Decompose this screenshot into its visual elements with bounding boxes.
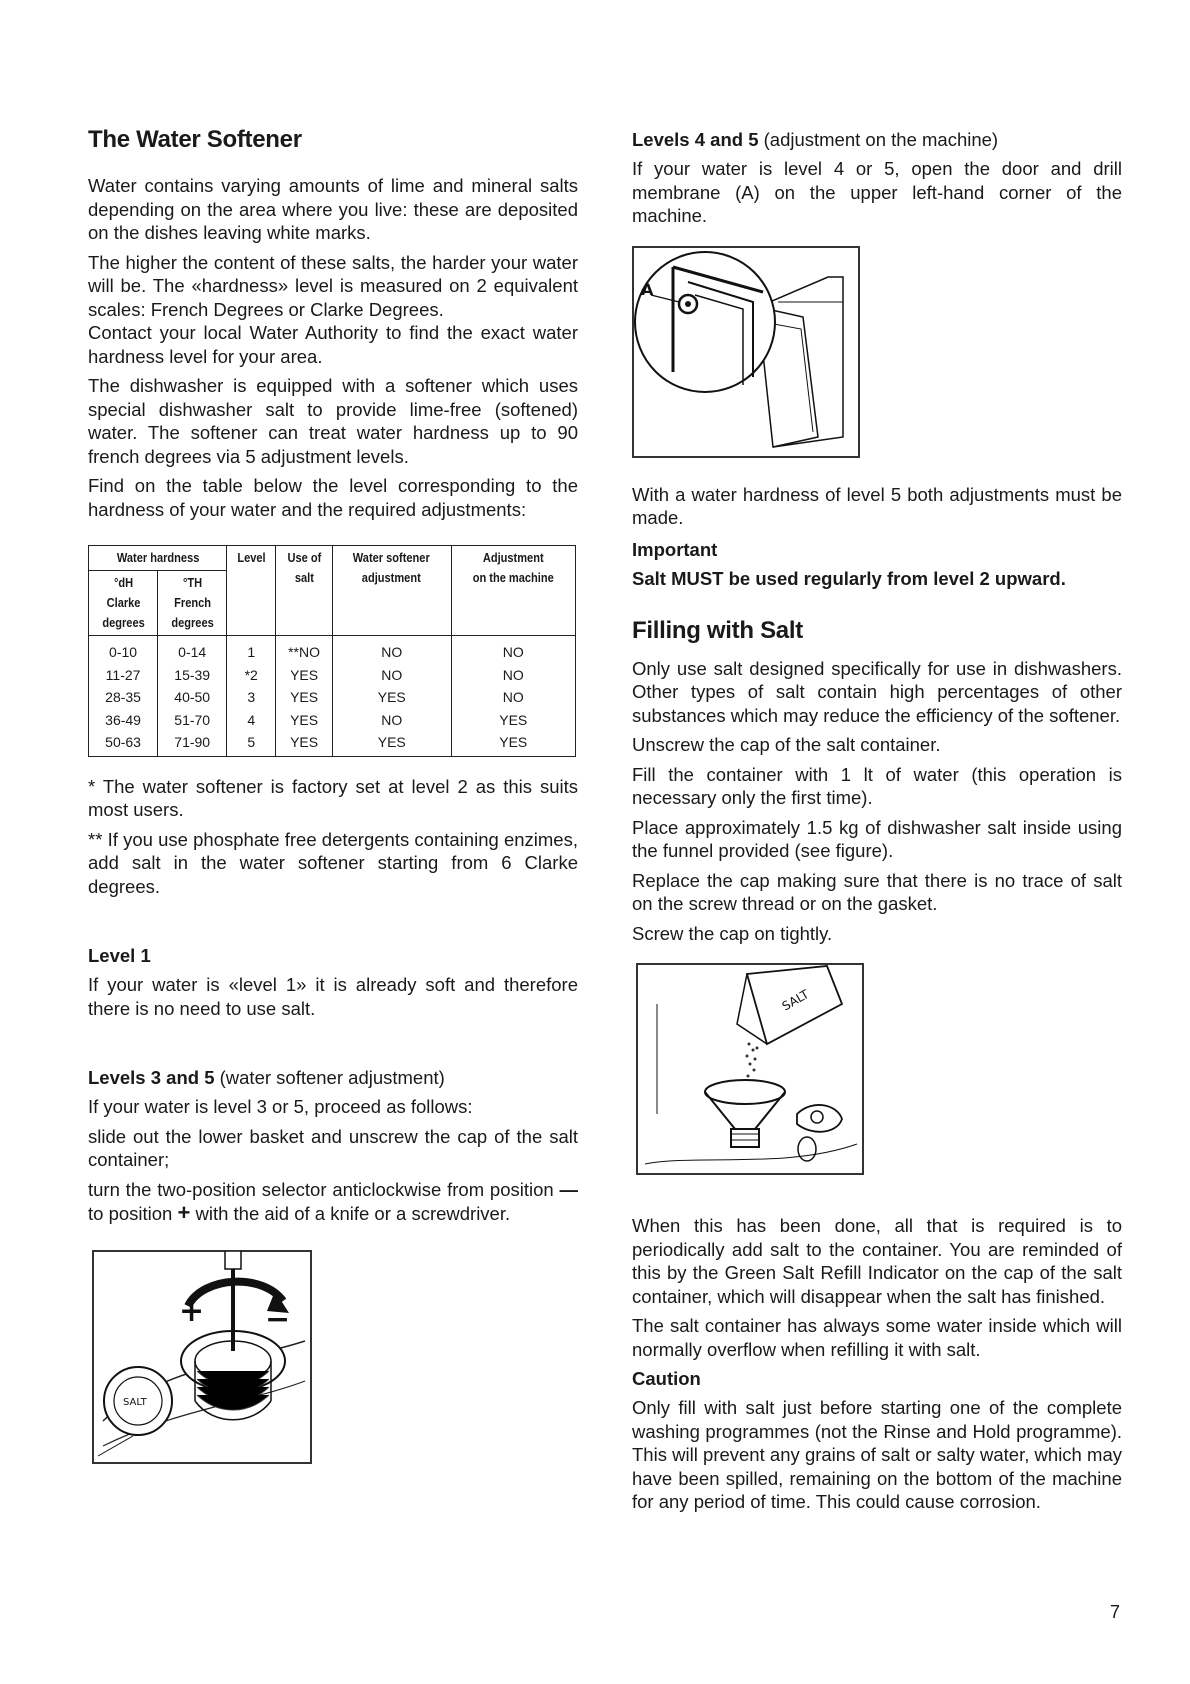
both-adjustments-paragraph: With a water hardness of level 5 both adjustments must be made.	[632, 483, 1122, 528]
table-cell: 0-10	[109, 644, 138, 660]
salt-paragraph-2: Unscrew the cap of the salt container.	[632, 734, 941, 755]
level1-heading: Level 1	[88, 945, 151, 966]
table-cell: 3	[247, 689, 256, 705]
levels35-heading	[88, 1066, 578, 1090]
table-cell: 5	[247, 734, 256, 750]
levels35-paragraph-2: slide out the lower basket and unscrew the cap of the salt container;	[88, 1125, 578, 1170]
table-cell: 28-35	[105, 689, 141, 705]
levels45-paragraph: If your water is level 4 or 5, open the door and drill membrane (A) on the upper left-hand corner of the machine.	[632, 158, 1122, 226]
hardness-paragraph: The higher the content of these salts, the harder your water will be. The «hardness» level is measured on 2 equivalent scales: French Degrees or Clarke Degrees.	[88, 251, 578, 320]
caution-heading: Caution	[632, 1368, 701, 1389]
header-line: degrees	[170, 615, 214, 630]
right-column	[632, 128, 1122, 1520]
header-line: °dH	[113, 575, 133, 590]
table-cell: 11-27	[105, 666, 141, 683]
softener-paragraph: The dishwasher is equipped with a softener which uses special dishwasher salt to provide lime-free (softened) water. The softener can treat water hardness up to 90 french degrees via 5 adjustment levels.	[88, 375, 578, 467]
table-cell: YES	[499, 711, 528, 728]
header-line: degrees	[101, 615, 145, 630]
table-header-french	[163, 571, 222, 636]
levels35-paragraph-1: If your water is level 3 or 5, proceed as follows:	[88, 1096, 473, 1117]
filling-salt-title: Filling with Salt	[632, 616, 803, 644]
levels45-heading-bold: Levels 4 and 5	[632, 129, 759, 150]
table-cell: **NO	[288, 644, 321, 660]
text-run: with the aid of a knife or a screwdriver.	[195, 1203, 511, 1224]
header-line: on the machine	[472, 570, 554, 585]
table-cell: NO	[381, 644, 403, 660]
table-cell: 36-49	[105, 711, 141, 728]
table-cell: YES	[377, 689, 406, 705]
salt-paragraph-6: Screw the cap on tightly.	[632, 922, 833, 944]
table-intro-paragraph: Find on the table below the level corresponding to the hardness of your water and the required adjustments:	[88, 475, 578, 520]
footnote-2: ** If you use phosphate free detergents containing enzimes, add salt in the water softener starting from 6 Clarke degrees.	[88, 828, 578, 897]
french-values	[158, 636, 227, 757]
machine-adjustment-values	[451, 636, 575, 757]
table-cell: NO	[502, 666, 524, 683]
header-line: Clarke	[106, 595, 140, 610]
salt-package-label: SALT	[779, 987, 812, 1014]
minus-symbol: —	[559, 1178, 578, 1200]
salt-paragraph-8: The salt container has always some water inside which will normally overflow when refilling it with salt.	[632, 1315, 1122, 1360]
table-cell: 50-63	[105, 734, 141, 750]
plus-symbol: +	[177, 1200, 191, 1225]
table-cell: YES	[290, 734, 319, 750]
page-title: The Water Softener	[88, 126, 302, 153]
level1-paragraph: If your water is «level 1» it is already soft and therefore there is no need to use salt.	[88, 974, 578, 1019]
left-column	[88, 126, 578, 1469]
table-header-clarke	[94, 571, 153, 636]
text-run: turn the two-position selector anticlockwise from position	[88, 1178, 554, 1200]
table-header-adjustment	[460, 546, 566, 636]
softener-adjustment-values	[332, 636, 451, 757]
header-line: Use of	[287, 550, 321, 565]
levels35-heading-rest: (water softener adjustment)	[214, 1067, 445, 1088]
table-cell: 40-50	[174, 689, 211, 705]
table-cell: 71-90	[174, 734, 211, 750]
levels35-heading-bold: Levels 3 and 5	[88, 1067, 215, 1088]
contact-paragraph: Contact your local Water Authority to find the exact water hardness level for your area.	[88, 322, 578, 367]
levels35-paragraph-3	[88, 1178, 578, 1226]
svg-text:+: +	[179, 1293, 205, 1329]
salt-funnel-illustration	[636, 963, 864, 1175]
header-line: °TH	[182, 575, 202, 590]
svg-text:SALT: SALT	[123, 1396, 147, 1408]
table-header-water-softener	[341, 546, 442, 636]
header-line: adjustment	[362, 570, 422, 585]
levels45-heading	[632, 128, 1122, 152]
salt-paragraph-3: Fill the container with 1 lt of water (this operation is necessary only the first time).	[632, 763, 1122, 808]
clarke-values	[89, 636, 158, 757]
table-header-water-hardness: Water hardness	[99, 546, 217, 571]
level-values	[227, 636, 276, 757]
salt-paragraph-4: Place approximately 1.5 kg of dishwasher salt inside using the funnel provided (see figure).	[632, 816, 1122, 861]
table-cell: *2	[244, 666, 258, 683]
caution-paragraph: Only fill with salt just before starting one of the complete washing programmes (not the Rinse and Hold programme). This will prevent any grains of salt or salty water, which may have been spilled, remaining on the bottom of the machine for any period of time. This could cause corrosion.	[632, 1397, 1122, 1512]
table-cell: YES	[290, 666, 319, 683]
header-line: French	[173, 595, 211, 610]
table-cell: YES	[290, 711, 319, 728]
table-cell: NO	[502, 689, 524, 705]
table-cell: NO	[381, 711, 403, 728]
table-cell: 15-39	[174, 666, 211, 683]
table-cell: 4	[247, 711, 256, 728]
important-text: Salt MUST be used regularly from level 2 upward.	[632, 567, 1066, 589]
footnote-1: * The water softener is factory set at level 2 as this suits most users.	[88, 775, 578, 820]
intro-paragraph: Water contains varying amounts of lime and mineral salts depending on the area where you live: these are deposited on the dishes leaving white marks.	[88, 175, 578, 243]
table-cell: NO	[381, 666, 403, 683]
svg-text:−: −	[265, 1301, 291, 1337]
table-cell: NO	[502, 644, 524, 660]
table-cell: YES	[290, 689, 319, 705]
table-cell: YES	[499, 734, 528, 750]
header-line: Water softener	[353, 550, 431, 565]
membrane-illustration	[632, 246, 860, 458]
use-of-salt-values	[276, 636, 333, 757]
table-header-use-of-salt	[280, 546, 328, 636]
important-heading: Important	[632, 538, 718, 560]
salt-paragraph-1: Only use salt designed specifically for use in dishwashers. Other types of salt contain high percentages of other substances which may reduce the efficiency of the softener.	[632, 657, 1122, 726]
table-cell: YES	[377, 734, 406, 750]
table-cell: 0-14	[178, 644, 207, 660]
salt-paragraph-5: Replace the cap making sure that there is no trace of salt on the screw thread or on the gasket.	[632, 869, 1122, 914]
table-cell: 1	[247, 644, 256, 660]
label-a: A	[641, 279, 654, 299]
hardness-table	[88, 545, 576, 757]
page-number: 7	[1110, 1602, 1121, 1622]
selector-illustration	[92, 1250, 312, 1464]
table-header-level: Level	[230, 546, 272, 636]
table-body-row	[89, 636, 576, 757]
header-line: Adjustment	[482, 550, 544, 565]
text-run: to position	[88, 1203, 173, 1224]
table-cell: 51-70	[174, 711, 211, 728]
salt-paragraph-7: When this has been done, all that is required is to periodically add salt to the container. You are reminded of this by the Green Salt Refill Indicator on the cap of the salt container, which will disappear when the salt has finished.	[632, 1215, 1122, 1307]
header-line: salt	[294, 570, 314, 585]
levels45-heading-rest: (adjustment on the machine)	[758, 129, 999, 150]
